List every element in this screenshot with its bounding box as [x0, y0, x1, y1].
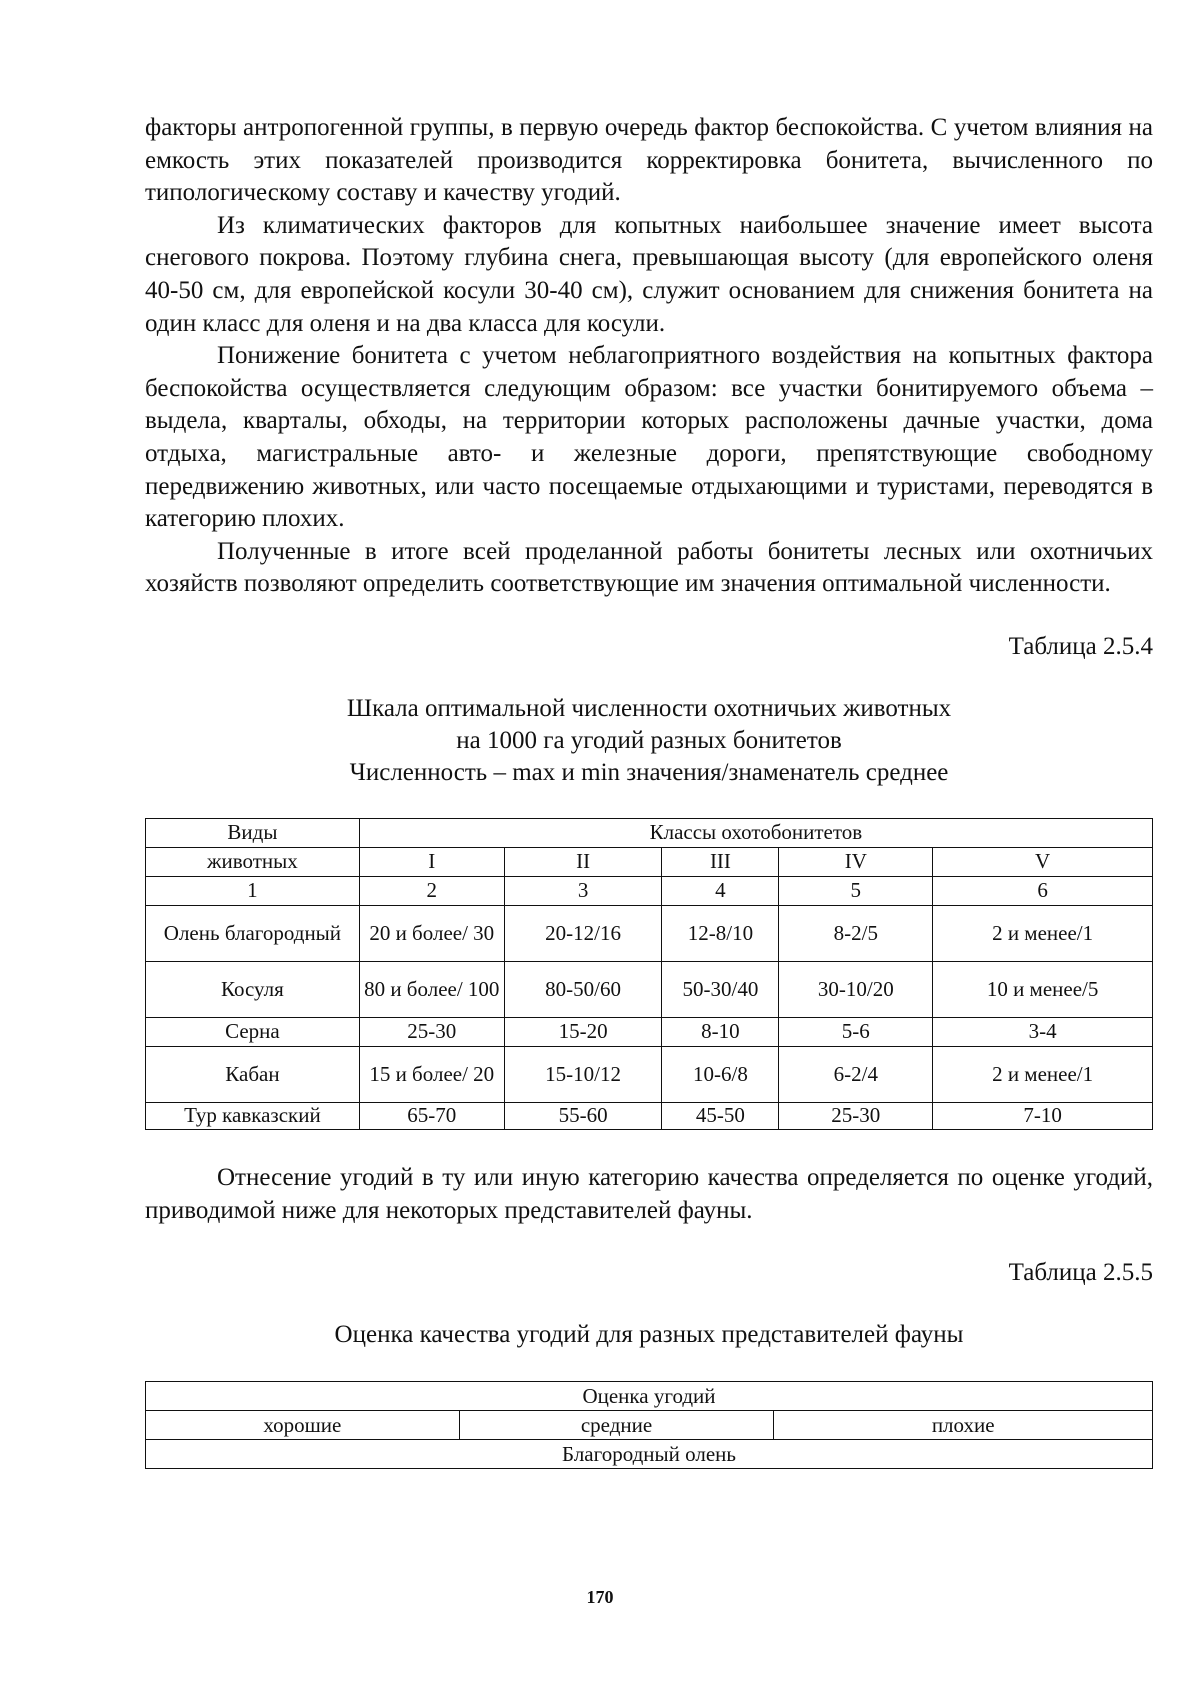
paragraph: факторы антропогенной группы, в первую очередь фактор беспокойства. С учетом влияния на емкость этих показателей производится корректировка бонитета, вычисленного по типологическому составу и качеству угодий.	[145, 114, 1153, 207]
column-header: хорошие	[146, 1411, 460, 1440]
table-cell: 25-30	[779, 1102, 933, 1129]
table-cell: 80 и более/ 100	[359, 961, 504, 1017]
column-number: 5	[779, 876, 933, 905]
species-name: Косуля	[146, 961, 360, 1017]
table-title-line: Шкала оптимальной численности охотничьих животных	[346, 694, 952, 722]
table-cell: 15-20	[504, 1017, 662, 1046]
table-cell: 20-12/16	[504, 905, 662, 961]
table-row	[146, 1046, 1153, 1102]
species-name: Серна	[146, 1017, 360, 1046]
optimal-numbers-table	[145, 818, 1153, 1130]
table-cell: 20 и более/ 30	[359, 905, 504, 961]
table-header-row	[146, 1411, 1153, 1440]
table-cell: 12-8/10	[662, 905, 779, 961]
table-cell: 8-2/5	[779, 905, 933, 961]
column-number: 6	[933, 876, 1153, 905]
table-row	[146, 1102, 1153, 1129]
paragraph: Из климатических факторов для копытных наибольшее значение имеет высота снегового покрова. Поэтому глубина снега, превышающая высоту (для европейского оленя 40-50 см, для европейской косули 30-40 см), служит основанием для снижения бонитета на один класс для оленя и на два класса для косули.	[145, 211, 1153, 337]
table-title	[145, 693, 1153, 789]
table-cell: 2 и менее/1	[933, 1046, 1153, 1102]
class-label: I	[359, 847, 504, 876]
class-label: III	[662, 847, 779, 876]
table-header-row	[146, 1382, 1153, 1411]
paragraph: Понижение бонитета с учетом неблагоприятного воздействия на копытных фактора беспокойства осуществляется следующим образом: все участки бонитируемого объема – выдела, кварталы, обходы, на территории которых расположены дачные участки, дома отдыха, магистральные авто- и железные дороги, препятствующие свободному передвижению животных, или часто посещаемые отдыхающими и туристами, переводятся в категорию плохих.	[145, 342, 1153, 533]
table-cell: 25-30	[359, 1017, 504, 1046]
section-heading: Благородный олень	[146, 1440, 1153, 1469]
table-label: Таблица 2.5.4	[1008, 632, 1153, 660]
table-header-row	[146, 847, 1153, 876]
species-name: Тур кавказский	[146, 1102, 360, 1129]
table-cell: 10-6/8	[662, 1046, 779, 1102]
species-name: Кабан	[146, 1046, 360, 1102]
table-cell: 30-10/20	[779, 961, 933, 1017]
table-cell: 5-6	[779, 1017, 933, 1046]
paragraph: Полученные в итоге всей проделанной работы бонитеты лесных или охотничьих хозяйств позволяют определить соответствующие им значения оптимальной численности.	[145, 537, 1153, 598]
class-label: V	[933, 847, 1153, 876]
table-cell: 65-70	[359, 1102, 504, 1129]
column-number: 2	[359, 876, 504, 905]
table-row	[146, 1017, 1153, 1046]
column-header: средние	[459, 1411, 774, 1440]
paragraph: Отнесение угодий в ту или иную категорию качества определяется по оценке угодий, приводимой ниже для некоторых представителей фауны.	[145, 1163, 1153, 1224]
table-section-row	[146, 1440, 1153, 1469]
table-cell: 45-50	[662, 1102, 779, 1129]
species-header-line2: животных	[146, 847, 360, 876]
column-number: 3	[504, 876, 662, 905]
classes-header: Классы охотобонитетов	[359, 818, 1152, 847]
class-label: IV	[779, 847, 933, 876]
table-cell: 15 и более/ 20	[359, 1046, 504, 1102]
table-cell: 15-10/12	[504, 1046, 662, 1102]
column-number: 4	[662, 876, 779, 905]
table-cell: 3-4	[933, 1017, 1153, 1046]
table-row	[146, 905, 1153, 961]
table-cell: 80-50/60	[504, 961, 662, 1017]
column-number-row	[146, 876, 1153, 905]
column-header: плохие	[774, 1411, 1153, 1440]
species-name: Олень благородный	[146, 905, 360, 961]
table-cell: 2 и менее/1	[933, 905, 1153, 961]
table-cell: 8-10	[662, 1017, 779, 1046]
table-header-row	[146, 818, 1153, 847]
table-row	[146, 961, 1153, 1017]
species-header-line1: Виды	[146, 818, 360, 847]
table-title-line: на 1000 га угодий разных бонитетов	[456, 726, 842, 754]
document-page	[145, 112, 1153, 1469]
table-cell: 7-10	[933, 1102, 1153, 1129]
table-cell: 6-2/4	[779, 1046, 933, 1102]
table-cell: 10 и менее/5	[933, 961, 1153, 1017]
class-label: II	[504, 847, 662, 876]
table-cell: 50-30/40	[662, 961, 779, 1017]
page-number: 170	[586, 1587, 614, 1607]
table-title: Оценка качества угодий для разных представителей фауны	[334, 1321, 964, 1349]
table-cell: 55-60	[504, 1102, 662, 1129]
habitat-quality-table	[145, 1381, 1153, 1469]
table-label: Таблица 2.5.5	[1008, 1259, 1153, 1287]
table-title-line: Численность – max и min значения/знаменатель среднее	[349, 758, 949, 786]
column-number: 1	[146, 876, 360, 905]
habitat-score-header: Оценка угодий	[146, 1382, 1153, 1411]
